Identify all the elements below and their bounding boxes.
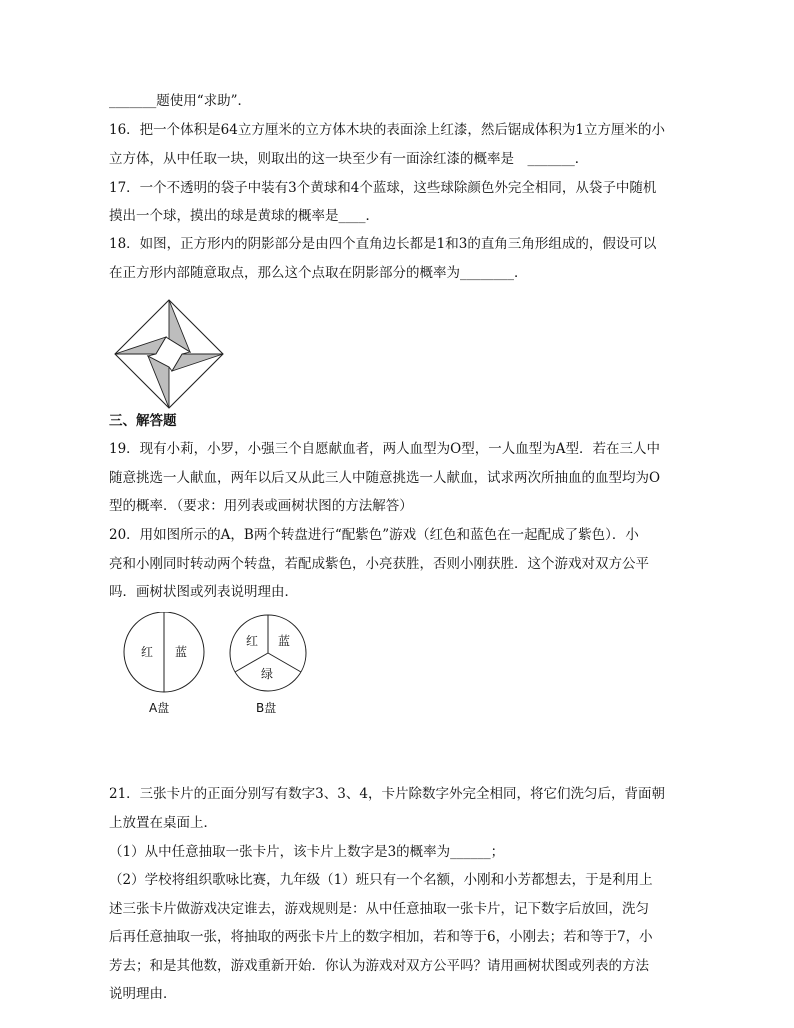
q20-line-2: 亮和小刚同时转动两个转盘，若配成紫色，小亮获胜，否则小刚获胜．这个游戏对双方公平: [109, 556, 649, 572]
q17-line-1: 17．一个不透明的袋子中装有3个黄球和4个蓝球，这些球除颜色外完全相同，从袋子中随机: [109, 180, 657, 196]
q21-part1: （1）从中任意抽取一张卡片，该卡片上数字是3的概率为______；: [109, 844, 505, 860]
spinner-a-figure: [118, 612, 218, 722]
spinner-a-red-label: 红: [141, 645, 154, 659]
q18-line-2: 在正方形内部随意取点，那么这个点取在阴影部分的概率为________．: [109, 265, 528, 281]
spinner-b-figure: [225, 612, 325, 722]
spinner-b-caption: B盘: [256, 701, 277, 715]
q17-line-2: 摸出一个球，摸出的球是黄球的概率是____．: [109, 208, 379, 224]
q21-part2-line-4: 芳去；和是其他数，游戏重新开始．你认为游戏对双方公平吗？请用画树状图或列表的方法: [109, 958, 649, 974]
q21-part2-line-2: 述三张卡片做游戏决定谁去，游戏规则是：从中任意抽取一张卡片，记下数字后放回，洗匀: [109, 901, 649, 917]
q15-tail: _______题使用“求助”．: [109, 93, 252, 109]
q18-line-1: 18．如图，正方形内的阴影部分是由四个直角边长都是1和3的直角三角形组成的，假设可以: [109, 236, 657, 252]
q21-part2-line-3: 后再任意抽取一张，将抽取的两张卡片上的数字相加，若和等于6，小刚去；若和等于7，小: [109, 929, 653, 945]
q16-line-1: 16．把一个体积是64立方厘米的立方体木块的表面涂上红漆，然后锯成体积为1立方厘米的小: [109, 122, 665, 138]
spinner-a-caption: A盘: [149, 701, 170, 715]
q19-line-3: 型的概率．（要求：用列表或画树状图的方法解答）: [109, 498, 413, 514]
spinner-b-green-label: 绿: [261, 667, 274, 681]
spinner-a-blue-label: 蓝: [175, 645, 188, 659]
q21-line-1: 21．三张卡片的正面分别写有数字3、3、4，卡片除数字外完全相同，将它们洗匀后，背面朝: [109, 786, 665, 802]
q19-line-1: 19．现有小莉，小罗，小强三个自愿献血者，两人血型为O型，一人血型为A型．若在三人中: [109, 441, 660, 457]
q20-line-3: 吗．画树状图或列表说明理由．: [109, 584, 298, 600]
q21-part2-line-1: （2）学校将组织歌咏比赛，九年级（1）班只有一个名额，小刚和小芳都想去，于是利用上: [109, 872, 653, 888]
q21-part2-line-5: 说明理由．: [109, 986, 177, 1002]
q20-line-1: 20．用如图所示的A，B两个转盘进行“配紫色”游戏（红色和蓝色在一起配成了紫色）．小: [109, 527, 639, 543]
section-title-answers: 三、解答题: [109, 413, 177, 429]
spinner-b-blue-label: 蓝: [278, 634, 291, 648]
q16-line-2: 立方体，从中任取一块，则取出的这一块至少有一面涂红漆的概率是 _______．: [109, 151, 589, 167]
q18-square-figure: [110, 295, 228, 413]
spinner-b-red-label: 红: [246, 634, 259, 648]
q21-line-2: 上放置在桌面上．: [109, 815, 217, 831]
q19-line-2: 随意挑选一人献血，两年以后又从此三人中随意挑选一人献血，试求两次所抽血的血型均为O: [109, 470, 661, 486]
